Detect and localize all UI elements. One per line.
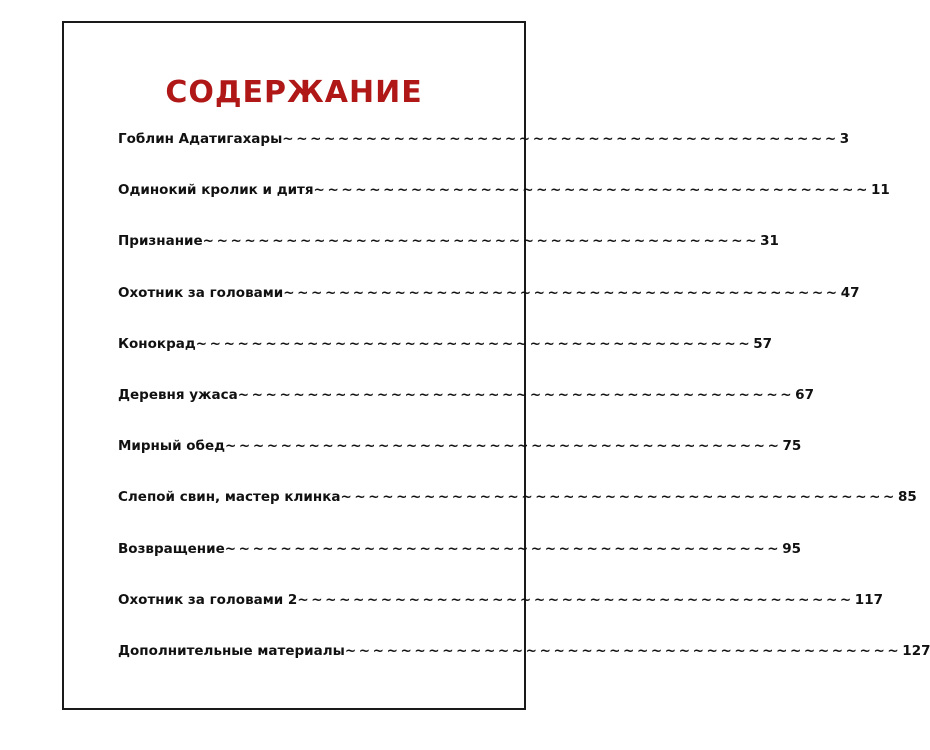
toc-leader: ~~~~~~~~~~~~~~~~~~~~~~~~~~~~~~~~~~~~~~~~ bbox=[237, 386, 795, 403]
toc-leader: ~~~~~~~~~~~~~~~~~~~~~~~~~~~~~~~~~~~~~~~~ bbox=[282, 131, 839, 147]
toc-entry[interactable] bbox=[118, 438, 802, 489]
toc-entry[interactable] bbox=[118, 335, 773, 387]
toc-entry-page: 95 bbox=[782, 540, 802, 557]
toc-entry-title: Слепой свин, мастер клинка bbox=[118, 489, 341, 506]
toc-entry-page: 67 bbox=[795, 386, 814, 403]
toc-entry[interactable] bbox=[118, 489, 917, 540]
toc-entry-title: Дополнительные материалы bbox=[118, 642, 345, 659]
toc-leader: ~~~~~~~~~~~~~~~~~~~~~~~~~~~~~~~~~~~~~~~~ bbox=[224, 540, 782, 557]
toc-leader: ~~~~~~~~~~~~~~~~~~~~~~~~~~~~~~~~~~~~~~~~ bbox=[297, 591, 854, 608]
toc-entry-title: Деревня ужаса bbox=[118, 386, 238, 403]
toc-entry-page: 117 bbox=[854, 591, 883, 608]
toc-entry[interactable] bbox=[118, 540, 802, 592]
toc-entry-title: Охотник за головами 2 bbox=[118, 591, 298, 608]
toc-leader: ~~~~~~~~~~~~~~~~~~~~~~~~~~~~~~~~~~~~~~~~ bbox=[195, 335, 753, 352]
toc-entry[interactable] bbox=[118, 591, 883, 643]
toc-leader: ~~~~~~~~~~~~~~~~~~~~~~~~~~~~~~~~~~~~~~~~ bbox=[340, 489, 897, 506]
toc-entry-page: 57 bbox=[753, 335, 773, 352]
toc-entry-page: 11 bbox=[871, 182, 890, 199]
toc-entry-title: Мирный обед bbox=[118, 438, 226, 455]
toc-entry-title: Возвращение bbox=[118, 540, 225, 557]
page-frame bbox=[62, 21, 930, 710]
toc-entry-title: Конокрад bbox=[118, 335, 196, 352]
toc-entry-title: Признание bbox=[118, 233, 203, 250]
toc-entry-title: Одинокий кролик и дитя bbox=[118, 182, 314, 199]
toc-entry-page: 85 bbox=[897, 489, 917, 506]
toc-entry-page: 47 bbox=[840, 284, 860, 301]
toc-entry-page: 75 bbox=[782, 438, 802, 455]
page-title: СОДЕРЖАНИЕ bbox=[165, 75, 423, 110]
toc-leader: ~~~~~~~~~~~~~~~~~~~~~~~~~~~~~~~~~~~~~~~~ bbox=[225, 438, 782, 455]
toc-leader: ~~~~~~~~~~~~~~~~~~~~~~~~~~~~~~~~~~~~~~~~ bbox=[283, 284, 840, 301]
table-of-contents bbox=[118, 131, 930, 694]
toc-entry[interactable] bbox=[118, 642, 930, 694]
toc-entry-title: Гоблин Адатигахары bbox=[118, 131, 283, 147]
toc-entry[interactable] bbox=[118, 182, 890, 233]
toc-entry-page: 3 bbox=[839, 131, 850, 147]
toc-leader: ~~~~~~~~~~~~~~~~~~~~~~~~~~~~~~~~~~~~~~~~ bbox=[313, 182, 871, 199]
toc-entry[interactable] bbox=[118, 131, 850, 182]
toc-entry[interactable] bbox=[118, 386, 814, 438]
toc-entry-page: 31 bbox=[760, 233, 779, 250]
toc-entry-page: 127 bbox=[902, 642, 930, 659]
toc-entry[interactable] bbox=[118, 233, 779, 284]
toc-entry[interactable] bbox=[118, 284, 860, 336]
toc-leader: ~~~~~~~~~~~~~~~~~~~~~~~~~~~~~~~~~~~~~~~~ bbox=[344, 642, 902, 659]
toc-leader: ~~~~~~~~~~~~~~~~~~~~~~~~~~~~~~~~~~~~~~~~ bbox=[202, 233, 760, 250]
toc-entry-title: Охотник за головами bbox=[118, 284, 284, 301]
